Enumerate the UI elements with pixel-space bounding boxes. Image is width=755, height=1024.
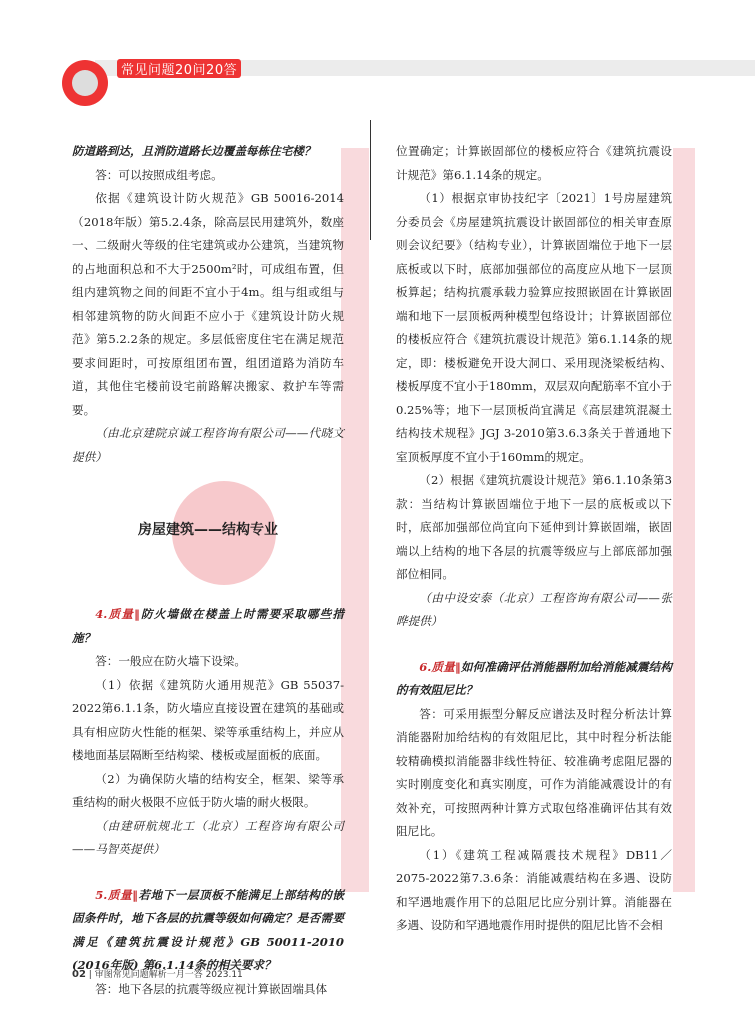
- question-6-number: 6.质量‖: [419, 659, 461, 674]
- question-6: [396, 656, 672, 703]
- answer-6: 答：可采用振型分解反应谱法及时程分析法计算消能器附加给结构的有效阻尼比，其中时程分析法能较精确模拟消能器非线性特征、较准确考虑阻尼器的实时刚度变化和真实刚度，可作为消能减震设计的有效补充，可按照两种计算方式取包络准确评估其有效阻尼比。: [396, 706, 672, 838]
- page-header: [0, 0, 755, 110]
- question-6-text: 如何准确评估消能器附加给消能减震结构的有效阻尼比？: [396, 659, 672, 697]
- answer-5-item-2: （2）根据《建筑抗震设计规范》第6.1.10条第3款：当结构计算嵌固端位于地下一层的底板或以下时，底部加强部位尚宜向下延伸到计算嵌固端，嵌固端以上结构的地下各层的抗震等级应与上部底部加强部位相同。: [396, 473, 672, 581]
- answer-4-source: （由建研航规北工（北京）工程咨询有限公司——马智英提供）: [72, 818, 344, 856]
- question-5: [72, 884, 344, 978]
- footer-separator: |: [88, 970, 95, 980]
- section-heading: [72, 475, 344, 603]
- footer-text: 审图常见问题解析一月一答 2023.11: [94, 970, 243, 980]
- answer-5: 答：地下各层的抗震等级应视计算嵌固端具体: [95, 981, 328, 996]
- answer-6-item-1: （1）《建筑工程减隔震技术规程》DB11／ 2075-2022第7.3.6条：消能减震结构在多遇、设防和罕遇地震作用下的总阻尼比应分别计算。消能器在多遇、设防和罕遇地震作用时提供的阻尼比皆不会相: [396, 847, 672, 932]
- answer-5-continued: 位置确定；计算嵌固部位的楼板应符合《建筑抗震设计规范》第6.1.14条的规定。: [396, 144, 672, 182]
- question-4-number: 4.质量‖: [95, 607, 140, 621]
- right-margin-strip: [673, 148, 695, 892]
- answer-3-source: （由北京建院京诚工程咨询有限公司——代晓文提供）: [72, 426, 344, 464]
- question-5-text: 若地下一层顶板不能满足上部结构的嵌固条件时，地下各层的抗震等级如何确定？是否需要满足《建筑抗震设计规范》GB 50011-2010 (2016年版) 第6.1.14条的相关要求？: [72, 887, 344, 972]
- header-title: 常见问题20问20答: [117, 59, 241, 78]
- question-continuation: 防道路到达，且消防道路长边覆盖每栋住宅楼？: [72, 144, 316, 158]
- answer-4-item-1: （1）依据《建筑防火通用规范》GB 55037-2022第6.1.1条，防火墙应直接设置在建筑的基础或具有相应防火性能的框架、梁等承重结构上，并应从楼地面基层隔断至结构梁、楼板或屋面板的底面。: [72, 677, 344, 762]
- answer-3-basis: 依据《建筑设计防火规范》GB 50016-2014（2018年版）第5.2.4条，除高层民用建筑外，数座一、二级耐火等级的住宅建筑或办公建筑，当建筑物的占地面积总和不大于2500m²时，可成组布置，但组内建筑物之间的间距不宜小于4m。组与组或组与相邻建筑物的防火间距不应小于《建筑设计防火规范》第5.2.2条的规定。多层低密度住宅在满足规范要求间距时，可按原组团布置，组团道路为消防车道，其他住宅楼前设宅前路解决搬家、救护车等需要。: [72, 191, 344, 417]
- page-footer: [72, 967, 243, 980]
- question-4: [72, 603, 344, 650]
- answer-4: 答：一般应在防火墙下设梁。: [95, 654, 246, 668]
- logo-inner-circle: [72, 70, 98, 96]
- section-title: 房屋建筑——结构专业: [138, 522, 278, 538]
- left-margin-strip: [341, 148, 369, 892]
- question-5-number: 5.质量‖: [95, 887, 138, 902]
- answer-3: 答：可以按照成组考虑。: [95, 167, 223, 182]
- column-divider: [370, 120, 371, 240]
- page-number: 02: [72, 969, 86, 980]
- left-column: [72, 140, 344, 1001]
- right-column: [396, 140, 672, 938]
- question-4-text: 防火墙做在楼盖上时需要采取哪些措施？: [72, 607, 344, 645]
- answer-5-source: （由中设安泰（北京）工程咨询有限公司——张晔提供）: [396, 590, 672, 628]
- answer-4-item-2: （2）为确保防火墙的结构安全，框架、梁等承重结构的耐火极限不应低于防火墙的耐火极限。: [72, 771, 344, 809]
- answer-5-item-1: （1）根据京审协技纪字〔2021〕1号房屋建筑分委员会《房屋建筑抗震设计嵌固部位的相关审查原则会议纪要》（结构专业），计算嵌固端位于地下一层底板或以下时，底部加强部位的高度应从地下一层顶板算起；结构抗震承载力验算应按照嵌固在计算嵌固端和地下一层顶板两种模型包络设计；计算嵌固部位的楼板应符合《建筑抗震设计规范》第6.1.14条的规定，即：楼板避免开设大洞口、采用现浇梁板结构、楼板厚度不宜小于180mm，双层双向配筋率不宜小于0.25%等；地下一层顶板尚宜满足《高层建筑混凝土结构技术规程》JGJ 3-2010第3.6.3条关于普通地下室顶板厚度不宜小于160mm的规定。: [396, 191, 672, 464]
